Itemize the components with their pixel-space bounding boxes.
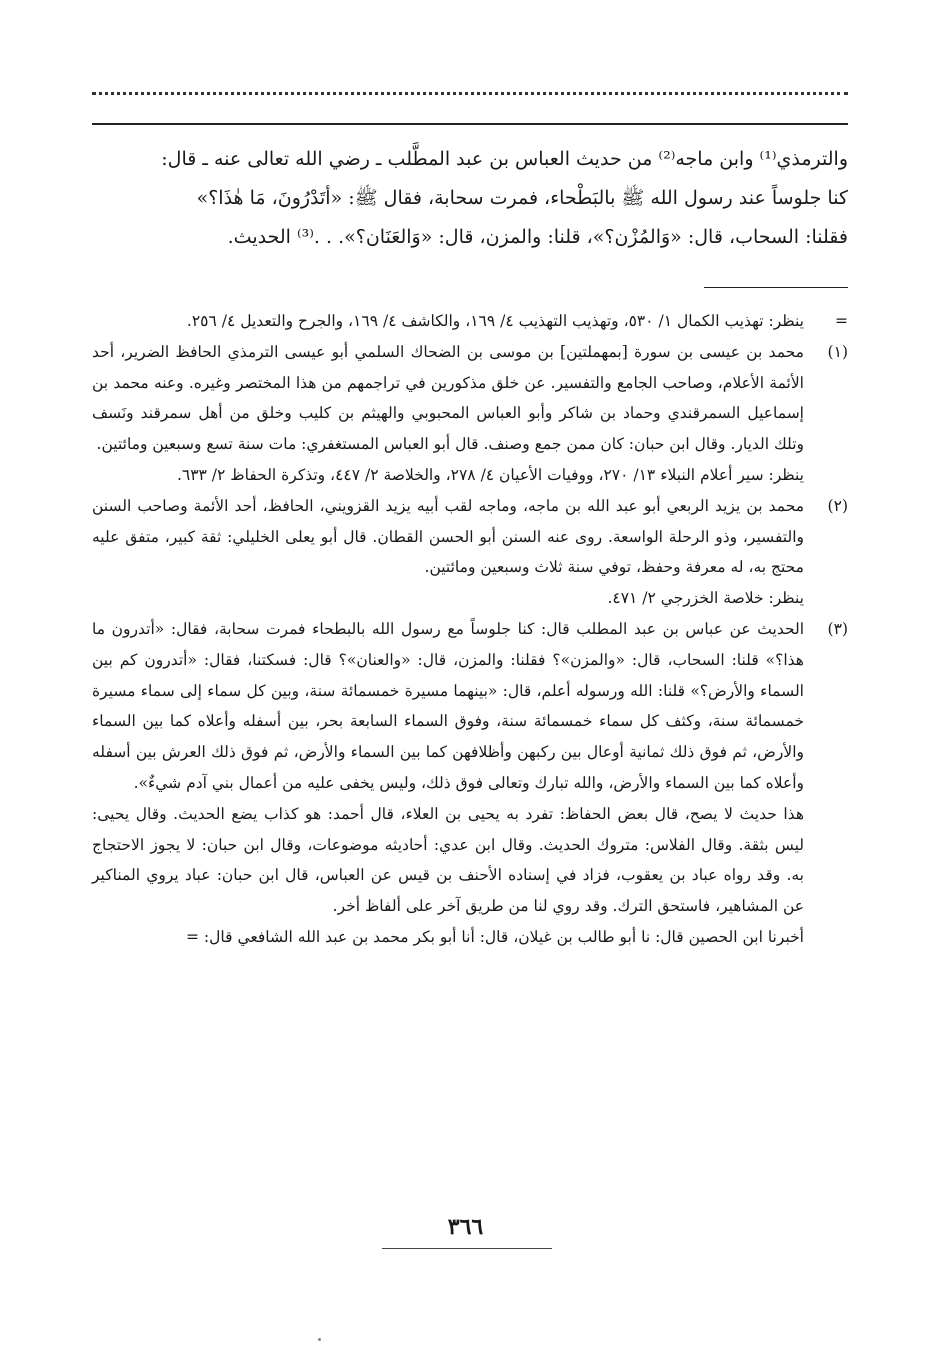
- top-rule: [92, 123, 848, 125]
- footnote-body: [92, 306, 804, 337]
- footnote-marker: (٣): [827, 619, 848, 638]
- main-text: [92, 140, 848, 257]
- footnote-3: [92, 614, 848, 953]
- footnote-marker: =: [835, 312, 848, 330]
- footnote-body: [92, 614, 804, 953]
- footnote-paragraph: محمد بن عيسى بن سورة [بمهملتين] بن موسى بن الضحاك السلمي أبو عيسى الترمذي الحافظ الضرير، أحد الأئمة الأعلام، وصاحب الجامع والتفسير. عن خلق مذكورين في تراجمهم من هذا المختصر وغيره. وعنه محمد بن إسماعيل السمرقندي وحماد بن شاكر وأبو العباس المحبوبي والهيثم بن كليب وخلق من أهل سمرقند ونَسف وتلك الديار. وقال ابن حبان: كان ممن جمع وصنف. قال أبو العباس المستغفري: مات سنة تسع وسبعين ومائتين.: [92, 342, 804, 454]
- main-text-line: والترمذي⁽¹⁾ وابن ماجه⁽²⁾ من حديث العباس بن عبد المطَّلب ـ رضي الله تعالى عنه ـ قال:: [161, 148, 848, 170]
- footnote-separator: [704, 287, 848, 288]
- footnotes: [92, 306, 848, 953]
- footnote-2: [92, 491, 848, 614]
- footnote-marker: (٢): [827, 496, 848, 515]
- footnote-reference: ينظر: خلاصة الخزرجي ٢/ ٤٧١.: [607, 589, 804, 608]
- main-text-line: كنا جلوساً عند رسول الله ﷺ بالبَطْحاء، فمرت سحابة، فقال ﷺ: «أتَدْرُونَ، مَا هٰذَا؟»: [196, 187, 848, 209]
- footnote-body: [92, 491, 804, 614]
- footnote-paragraph: هذا حديث لا يصح، قال بعض الحفاظ: تفرد به يحيى بن العلاء، قال أحمد: هو كذاب يضع الحديث. وقال يحيى: ليس بثقة. وقال الفلاس: متروك الحديث. وقال ابن عدي: أحاديثه موضوعات، وقال ابن حبان: لا يجوز الاحتجاج به. وقد رواه عباد بن يعقوب، فزاد في إسناده الأحنف بن قيس عن العباس، قال ابن حبان: عباد يروي المناكير عن المشاهير، فاستحق الترك. وقد روي لنا من طريق آخر على ألفاظ أخر.: [92, 804, 804, 916]
- footnote-paragraph: أخبرنا ابن الحصين قال: نا أبو طالب بن غيلان، قال: أنا أبو بكر محمد بن عبد الله الشافعي قال: =: [185, 927, 804, 946]
- footnote-paragraph: ينظر: تهذيب الكمال ١/ ٥٣٠، وتهذيب التهذيب ٤/ ١٦٩، والكاشف ٤/ ١٦٩، والجرح والتعديل ٤/ ٢٥٦.: [186, 312, 804, 330]
- page-number: ٣٦٦: [447, 1214, 484, 1240]
- footnote-paragraph: الحديث عن عباس بن عبد المطلب قال: كنا جلوساً مع رسول الله بالبطحاء فمرت سحابة، فقال: «أتدرون ما هذا؟» قلنا: السحاب، قال: «والمزن»؟ فقلنا: والمزن، قال: «والعنان»؟ قال: فسكتنا، فقال: «أتدرون كم بين السماء والأرض؟» قلنا: الله ورسوله أعلم، قال: «بينهما مسيرة خمسمائة سنة، وبين كل سماء إلى سماء مسيرة خمسمائة سنة، وكثف كل سماء خمسمائة سنة، وفوق السماء السابعة بحر، بين أسفله وأعلاه كما بين السماء والأرض، ثم فوق ذلك ثمانية أوعال بين ركبهن وأظلافهن كما بين السماء والأرض، ثم فوق ذلك العرش بين أسفله وأعلاه كما بين السماء والأرض، والله تبارك وتعالى فوق ذلك، وليس يخفى عليه من أعمال بني آدم شيءٌ».: [92, 619, 804, 792]
- scan-speck: [318, 1338, 321, 1341]
- footnote-body: [92, 337, 804, 491]
- bottom-rule: [382, 1248, 552, 1249]
- main-text-line: فقلنا: السحاب، قال: «وَالمُزْن؟»، قلنا: والمزن، قال: «وَالعَنَان؟». . .⁽³⁾ الحديث.: [227, 226, 848, 248]
- footnote-continued: [92, 306, 848, 337]
- footnote-reference: ينظر: سير أعلام النبلاء ١٣/ ٢٧٠، ووفيات الأعيان ٤/ ٢٧٨، والخلاصة ٢/ ٤٤٧، وتذكرة الحفاظ ٢/ ٦٣٣.: [176, 465, 804, 484]
- footnote-marker: (١): [827, 342, 848, 361]
- dotted-separator: [92, 92, 848, 95]
- footnote-1: [92, 337, 848, 491]
- footnote-paragraph: محمد بن يزيد الربعي أبو عبد الله بن ماجه، وماجه لقب أبيه يزيد القزويني، الحافظ، أحد الأئمة وصاحب السنن والتفسير، وذو الرحلة الواسعة. روى عنه السنن أبو الحسن القطان. قال أبو يعلى الخليلي: ثقة كبير، متفق عليه محتج به، له معرفة وحفظ، توفي سنة ثلاث وسبعين ومائتين.: [92, 496, 804, 577]
